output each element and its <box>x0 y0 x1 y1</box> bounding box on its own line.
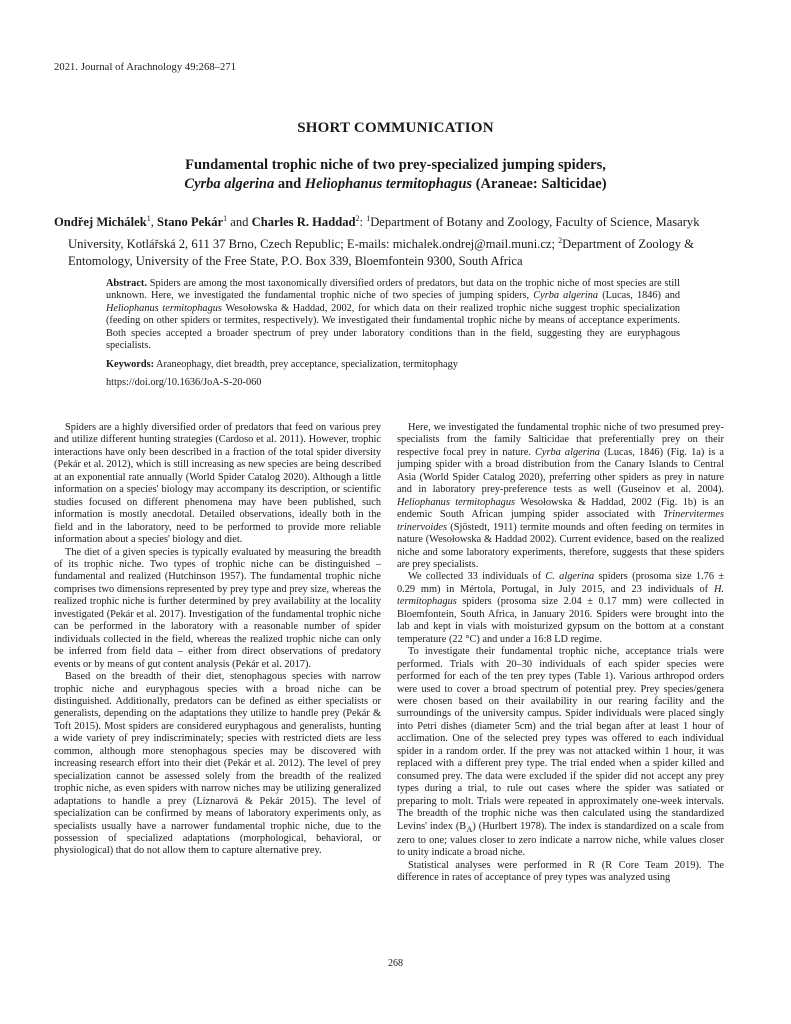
title-species1: Cyrba algerina <box>184 176 275 192</box>
body-paragraph: The diet of a given species is typically evaluated by measuring the breadth of its trophic niche. Two types of trophic niche can be distinguished – fundamental and realized (Hutchinson 1957). The fundamental trophic niche comprises two dimensions represented by prey type and prey size, whereas the realized trophic niche is further determined by prey availability at the locality investigated (Pekár et al. 2017). Investigation of the fundamental trophic niche can be performed in the laboratory with a reasonable number of spider individuals collected in the field, whereas the realized trophic niche can only be inferred from field data – either from direct observations of predatory events or by means of gut content analysis (Pekár et al. 2017). <box>54 546 381 670</box>
keywords-label: Keywords: <box>106 359 155 371</box>
abstract-block <box>106 278 680 389</box>
body-paragraph: To investigate their fundamental trophic niche, acceptance trials were performed. Trials with 20–30 individuals of each spider species were performed for each of the ten prey types (Table 1). Various arthropod orders were used to cover a broad spectrum of potential prey. Prey species/genera were chosen based on their availability in our rearing facility and the surroundings of the university campus. Spider individuals were placed singly into Petri dishes (diameter 5cm) and the trial began after at least 1 hour of acclimation. One of the selected prey types was offered to each individual spider in a random order. If the prey was not attacked within 1 hour, it was replaced with a different prey type. The trial ended when a spider killed and consumed prey. The data were excluded if the spider did not accept any prey types during a trial, to rule out cases where the spider was satiated or preparing to molt. Trials were repeated in approximately one-week intervals. The breadth of the trophic niche was then calculated using the standardized Levins' index $(B_A)$ (Hurlbert 1978). The index is standardized on a scale from zero to one; values closer to zero indicate a narrow niche, while values closer to unity indicate a broad niche. <box>397 646 725 859</box>
body-column-right <box>397 422 724 885</box>
title-suffix: (Araneae: Salticidae) <box>472 176 607 192</box>
body-paragraph: Statistical analyses were performed in R (R Core Team 2019). The difference in rates of acceptance of prey types was analyzed using <box>397 859 724 884</box>
body-paragraph: Based on the breadth of their diet, stenophagous species with narrow trophic niche and euryphagous species with a broad niche can be distinguished. Additionally, predators can be defined as either specialists or generalists, depending on the adaptations they utilize to handle prey (Pekár & Toft 2015). Most spiders are considered euryphagous and generalists, hunting a wide variety of prey indiscriminately; species with restricted diets are less common, although more stenophagous species may be discovered with increasing research effort into their diet (Pekár et al. 2012). The level of prey specialization cannot be assessed solely from the breadth of the realized trophic niche, as even spiders with narrow niches may be utilizing generalized adaptations to handle a prey (Líznarová & Pekár 2015). The level of specialization can be confirmed by means of laboratory experiments only, as specialists usually have a narrower fundamental trophic niche, due to the possession of specialized adaptations (morphological, behavioral, or physiological) that do not allow them to capture alternative prey. <box>54 671 381 857</box>
abstract-paragraph: Abstract. Spiders are among the most taxonomically diversified orders of predators, but data on the trophic niche of most species are still unknown. Here, we investigated the fundamental trophic niche of two species of jumping spiders, Cyrba algerina (Lucas, 1846) and Heliophanus termitophagus Wesołowska & Haddad, 2002, for which data on their realized trophic niche suggest trophic specialization (feeding on other spiders or termites, respectively). We investigated their fundamental trophic niche by means of acceptance experiments. Both species accepted a broader spectrum of prey under laboratory conditions than in the field, suggesting they are euryphagous specialists. <box>106 278 680 352</box>
body-paragraph: Spiders are a highly diversified order of predators that feed on various prey and utilize different hunting strategies (Cardoso et al. 2011). However, trophic interactions have only been described in a fraction of the total spider diversity (Pekár et al. 2012), which is still increasing as new species are being described at an exponential rate annually (World Spider Catalog 2020). Although a little information on a species' biology may accompany its description, or scientific studies focused on different phenomena may have been published, such information is mostly anecdotal. Detailed observations, ideally both in the field and in the laboratory, need to be performed to provide more reliable information about a species' biology and diet. <box>54 422 381 546</box>
keywords-list: Araneophagy, diet breadth, prey acceptance, specialization, termitophagy <box>154 359 458 371</box>
affiliation-2: Department of Zoology & Entomology, University of the Free State, P.O. Box 339, Bloemfontein 9300, South Africa <box>68 236 695 269</box>
author-list: Ondřej Michálek$^1$, Stano Pekár$^1$ and Charles R. Haddad$^2$: $^1$Department of Botany and Zoology, Faculty of Science, Masaryk University, Kotlářská 2, 611 37 Brno, Czech Republic; E-mails: michalek.ondrej@mail.muni.cz; $^2$Department of Zoology & Entomology, University of the Free State, P.O. Box 339, Bloemfontein 9300, South Africa <box>54 214 700 269</box>
journal-citation: 2021. Journal of Arachnology 49:268–271 <box>54 62 237 73</box>
body-paragraph: Here, we investigated the fundamental trophic niche of two presumed prey-specialists from the family Salticidae that preferentially prey on their respective focal prey in nature. Cyrba algerina (Lucas, 1846) (Fig. 1a) is a jumping spider with a broad distribution from the Canary Islands to Central Asia (World Spider Catalog 2020), preferring other spiders as prey in nature and in laboratory prey-preference tests as well (Guseinov et al. 2004). Heliophanus termitophagus Wesołowska & Haddad, 2002 (Fig. 1b) is an endemic South African jumping spider associated with Trinervitermes trinervoides (Sjöstedt, 1911) termite mounds and often feeding on termites in nature (Wesołowska & Haddad 2002). Current evidence, based on the realized niche and some laboratory experiments, therefore, suggests that these spiders are prey specialists. <box>397 422 725 570</box>
affiliation-2-mark: 2 <box>558 235 563 245</box>
keywords-line <box>106 359 680 371</box>
doi-link[interactable]: https://doi.org/10.1636/JoA-S-20-060 <box>106 376 262 388</box>
affiliation-1: Department of Botany and Zoology, Faculty of Science, Masaryk University, Kotlářská 2, 611 37 Brno, Czech Republic; E-mails: michalek.ondrej@mail.muni.cz; <box>68 215 700 251</box>
author-3: Charles R. Haddad <box>251 215 356 230</box>
author-3-affiliation-mark: 2 <box>355 214 360 223</box>
article-title <box>80 156 711 194</box>
author-1: Ondřej Michálek <box>54 215 147 230</box>
author-2: Stano Pekár <box>157 215 224 230</box>
author-2-affiliation-mark: 1 <box>223 214 228 223</box>
author-1-affiliation-mark: 1 <box>146 214 151 223</box>
section-heading: SHORT COMMUNICATION <box>297 120 494 136</box>
affiliation-1-mark: 1 <box>366 214 371 223</box>
page-number: 268 <box>388 958 403 969</box>
body-column-left <box>54 422 381 858</box>
abstract-label: Abstract. <box>106 278 147 289</box>
title-species2: Heliophanus termitophagus <box>304 176 473 192</box>
title-and: and <box>274 176 305 192</box>
body-paragraph: We collected 33 individuals of C. algerina spiders (prosoma size 1.76 ± 0.29 mm) in Mértola, Portugal, in July 2015, and 23 individuals of H. termitophagus spiders (prosoma size 2.04 ± 0.17 mm) were collected in Bloemfontein, South Africa, in January 2016. Spiders were brought into the lab and kept in vials with moisturized gypsum on the bottom at a constant temperature (22 °C) and under a 16:8 LD regime. <box>397 571 725 645</box>
title-line1: Fundamental trophic niche of two prey-specialized jumping spiders, <box>185 157 606 173</box>
